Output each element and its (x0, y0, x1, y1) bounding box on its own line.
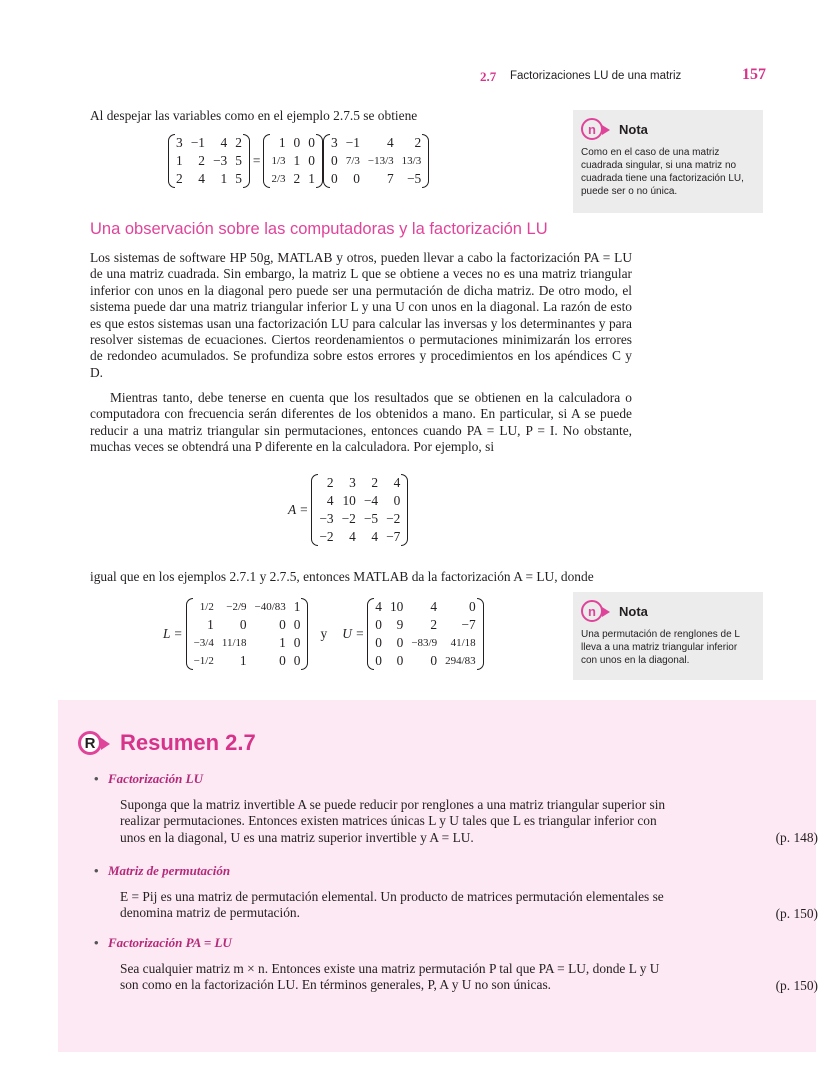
matrix-label: A = (288, 502, 309, 517)
matrix-cell: 0 (468, 599, 476, 614)
matrix-cell: 0 (293, 135, 301, 150)
matrix-cell: 1 (293, 599, 301, 614)
equals-sign: = (252, 153, 261, 168)
matrix-cell: −40/83 (254, 601, 286, 613)
matrix-cell: 2 (198, 153, 205, 168)
summary-header (78, 730, 256, 756)
running-header (480, 66, 766, 86)
matrix-cell: 7/3 (345, 155, 360, 167)
matrix-cell: −3 (212, 153, 228, 168)
matrix-cell: 2 (430, 617, 438, 632)
summary-item-title: • Factorización PA = LU (108, 935, 768, 951)
matrix-cell: 4 (220, 135, 228, 150)
matrix-cell: −7 (386, 529, 401, 544)
matrix-cell: 0 (353, 171, 360, 186)
matrix-cell: 4 (430, 599, 438, 614)
section-title: Factorizaciones LU de una matriz (510, 70, 682, 82)
summary-item (108, 935, 818, 994)
matrix-cell: 0 (393, 493, 401, 508)
matrix-cell: 0 (293, 653, 301, 668)
intro-text: Al despejar las variables como en el ejemplo 2.7.5 se obtiene (90, 108, 418, 123)
matrix-cell: −1 (345, 135, 360, 150)
matrix-cell: −3 (319, 511, 334, 526)
matrix-cell: 1 (308, 171, 315, 186)
matrix-cell: 0 (396, 653, 404, 668)
page-reference: (p. 148) (775, 830, 818, 846)
matrix-cell: 3 (349, 475, 356, 490)
matrix-cell: 7 (386, 171, 394, 186)
matrix-cell: −2 (319, 529, 334, 544)
matrix-a-4x4 (311, 474, 408, 546)
note-icon: n (581, 600, 603, 622)
matrix-cell: 0 (375, 617, 382, 632)
matrix-a (168, 134, 250, 188)
matrix-cell: 4 (386, 135, 394, 150)
summary-item-title: • Matriz de permutación (108, 863, 768, 879)
summary-title: Resumen 2.7 (120, 730, 256, 755)
matrix-cell: 5 (235, 153, 242, 168)
matrix-cell: 2 (371, 475, 379, 490)
matrix-cell: 0 (279, 617, 286, 632)
matrix-cell: 0 (308, 153, 315, 168)
page-number: 157 (742, 66, 766, 83)
note-title: Nota (619, 603, 648, 619)
matrix-cell: 0 (330, 153, 338, 168)
matrix-cell: −2 (386, 511, 401, 526)
matrix-l-4x4 (186, 598, 309, 670)
section-heading: Una observación sobre las computadoras y la factorización LU (90, 220, 548, 238)
matrix-cell: 2 (176, 171, 183, 186)
matrix-cell: 0 (375, 653, 382, 668)
matrix-cell: 9 (396, 617, 404, 632)
body-paragraph-2 (90, 390, 632, 456)
l-label: L = (163, 626, 183, 641)
matrix-cell: 4 (326, 493, 334, 508)
matrix-cell: 1 (279, 635, 286, 650)
matrix-cell: 41/18 (450, 637, 476, 649)
matrix-cell: −3/4 (193, 637, 214, 649)
matrix-cell: 4 (349, 529, 356, 544)
matrix-cell: 2 (235, 135, 242, 150)
matrix-cell: 294/83 (445, 655, 476, 667)
matrix-cell: 3 (330, 135, 338, 150)
matrix-cell: 2 (326, 475, 334, 490)
matrix-cell: 4 (393, 475, 401, 490)
matrix-cell: 0 (293, 617, 301, 632)
page-reference: (p. 150) (775, 977, 818, 993)
u-label: U = (342, 626, 365, 641)
matrix-cell: 5 (235, 171, 242, 186)
matrix-l (263, 134, 322, 188)
matrix-cell: 4 (375, 599, 382, 614)
matrix-cell: 1 (293, 153, 301, 168)
matrix-cell: −2/9 (226, 601, 247, 613)
paragraph-text: Los sistemas de software HP 50g, MATLAB y otros, pueden llevar a cabo la factorización PA = LU de una matriz cuadrada. Sin embargo, la matriz L que se obtiene a veces no es una matriz triangular inferior con unos en la diagonal pero puede ser una permutación de dicha matriz. De otro modo, el sistema puede dar una matriz triangular inferior L y una U con unos en la diagonal. La razón de esto es que estos sistemas usan una factorización LU para calcular las inversas y los determinantes y para resolver sistemas de ecuaciones. Ciertos reordenamientos o permutaciones minimizarán los errores de redondeo acumulados. Se profundiza sobre estos errores y procedimientos en los apéndices C y D. (90, 250, 632, 380)
summary-box (58, 700, 816, 1052)
matrix-u-4x4 (367, 598, 483, 670)
matrix-cell: 0 (239, 617, 247, 632)
matrix-cell: 1 (278, 135, 286, 150)
matrix-cell: 0 (279, 653, 286, 668)
matrix-cell: 0 (396, 635, 404, 650)
matrix-cell: −4 (363, 493, 379, 508)
summary-item-body: E = Pij es una matriz de permutación elemental. Un producto de matrices permutación elementales se denomina matriz de permutación. (120, 889, 664, 921)
matrix-cell: −5 (363, 511, 379, 526)
note-icon: n (581, 118, 603, 140)
matrix-cell: 0 (430, 653, 438, 668)
matrix-cell: 1/2 (199, 601, 214, 613)
matrix-cell: 1 (239, 653, 247, 668)
note-box-1 (573, 110, 763, 213)
body-paragraph-3: igual que en los ejemplos 2.7.1 y 2.7.5, entonces MATLAB da la factorización A = LU, donde (90, 569, 594, 584)
matrix-cell: −5 (406, 171, 422, 186)
conjunction: y (320, 626, 328, 641)
matrix-cell: 0 (330, 171, 338, 186)
note-title: Nota (619, 121, 648, 137)
matrix-cell: 10 (389, 599, 404, 614)
note-text: Como en el caso de una matriz cuadrada singular, si una matriz no cuadrada tiene una factorización LU, puede ser o no única. (581, 147, 744, 197)
equation-lu-example (168, 134, 429, 188)
matrix-cell: 3 (176, 135, 183, 150)
matrix-u (323, 134, 429, 188)
paragraph-text: Mientras tanto, debe tenerse en cuenta que los resultados que se obtienen en la calculadora o computadora con frecuencia serán diferentes de los obtenidos a mano. En particular, si A se puede reducir a una matriz triangular sin permutaciones, entonces cuando PA = LU, P = I. No obstante, muchas veces se obtendrá una P diferente en la calculadora. Por ejemplo, si (90, 390, 632, 455)
matrix-cell: 1 (176, 153, 183, 168)
equation-matrix-a (285, 474, 408, 546)
note-text: Una permutación de renglones de L lleva a una matriz triangular inferior con unos en la diagonal. (581, 629, 740, 666)
matrix-cell: 4 (371, 529, 379, 544)
matrix-cell: −7 (461, 617, 476, 632)
summary-item-title: • Factorización LU (108, 771, 768, 787)
equation-l-u (160, 598, 484, 670)
summary-item-body: Suponga que la matriz invertible A se puede reducir por renglones a una matriz triangular superior sin realizar permutaciones. Entonces existen matrices únicas L y U tales que L es triangular inferior con unos en la diagonal, U es una matriz superior invertible y A = LU. (120, 797, 666, 845)
matrix-cell: −2 (341, 511, 356, 526)
page-reference: (p. 150) (775, 905, 818, 921)
matrix-cell: −1 (190, 135, 205, 150)
matrix-cell: 1 (220, 171, 228, 186)
matrix-cell: 1 (207, 617, 214, 632)
matrix-cell: 13/3 (401, 155, 422, 167)
matrix-cell: 2/3 (271, 173, 286, 185)
matrix-cell: −83/9 (411, 637, 438, 649)
matrix-cell: 10 (342, 493, 356, 508)
matrix-cell: 2 (293, 171, 301, 186)
matrix-cell: 1/3 (271, 155, 286, 167)
matrix-cell: 0 (293, 635, 301, 650)
matrix-cell: −1/2 (193, 655, 214, 667)
summary-item-body: Sea cualquier matriz m × n. Entonces existe una matriz permutación P tal que PA = LU, donde L y U son como en la factorización LU. En términos generales, P, A y U no son únicas. (120, 961, 660, 993)
matrix-cell: 4 (198, 171, 205, 186)
matrix-cell: 0 (375, 635, 382, 650)
matrix-cell: 11/18 (221, 637, 247, 649)
matrix-cell: 0 (308, 135, 315, 150)
matrix-cell: −13/3 (367, 155, 394, 167)
body-paragraph-1 (90, 250, 632, 381)
note-box-2 (573, 592, 763, 680)
matrix-cell: 2 (414, 135, 422, 150)
section-number: 2.7 (480, 69, 497, 84)
summary-item (108, 771, 818, 846)
summary-item (108, 863, 818, 922)
summary-r-icon: R (78, 731, 102, 755)
